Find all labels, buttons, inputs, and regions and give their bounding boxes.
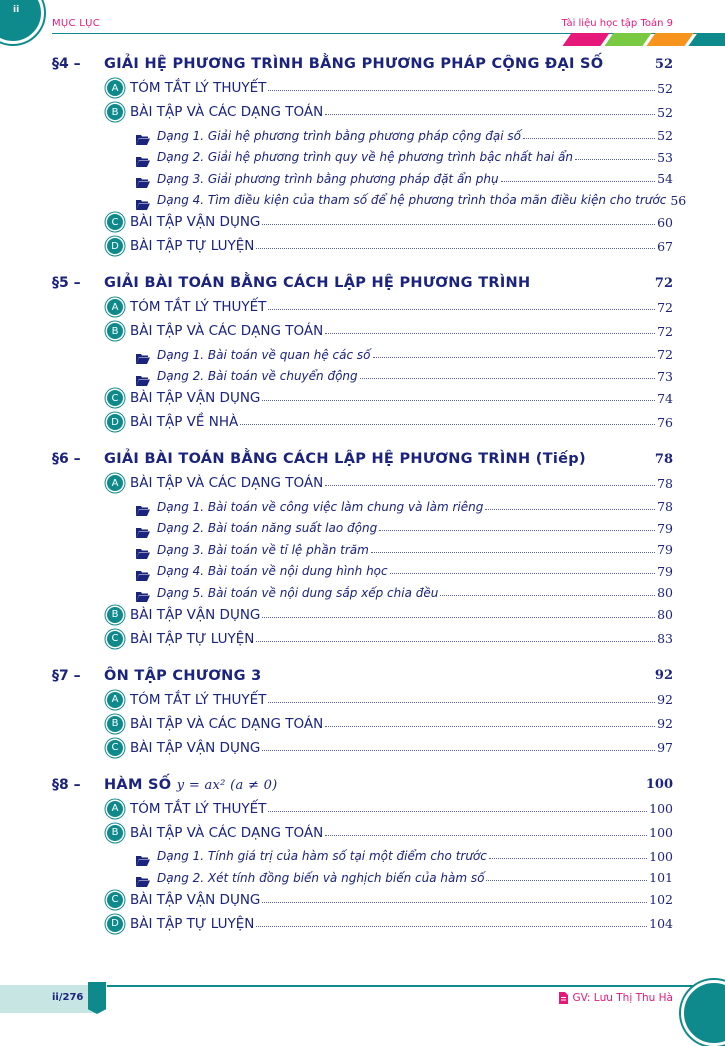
entry-letter-badge: C: [107, 740, 123, 756]
folder-open-icon: [136, 851, 150, 862]
footer-author-name: GV: Lưu Thị Thu Hà: [572, 992, 673, 1004]
section-number: §4 –: [52, 56, 81, 72]
entry-page-number: 78: [657, 475, 673, 491]
entry-letter-badge: A: [107, 475, 123, 491]
folder-open-icon: [136, 195, 150, 206]
entry-letter-badge: B: [107, 323, 123, 339]
entry-label: BÀI TẬP VẬN DỤNG: [130, 739, 261, 756]
entry-label: BÀI TẬP TỰ LUYỆN: [130, 630, 255, 647]
subentry-label: Dạng 1. Bài toán về quan hệ các số: [157, 347, 371, 362]
toc-entry[interactable]: [107, 388, 673, 408]
toc-entry[interactable]: [107, 714, 673, 734]
toc-subentry[interactable]: [136, 583, 673, 602]
dot-leader: [373, 347, 656, 358]
entry-label: BÀI TẬP VẬN DỤNG: [130, 606, 261, 623]
toc-subentry[interactable]: [136, 868, 673, 887]
entry-page-number: 102: [649, 892, 673, 907]
entry-page-number: 74: [657, 390, 673, 406]
subentry-page-number: 100: [649, 848, 673, 864]
toc-entry[interactable]: [107, 412, 673, 432]
entry-page-number: 67: [657, 238, 673, 254]
dot-leader: [325, 104, 655, 115]
subentry-page-number: 52: [657, 128, 673, 143]
toc-entry[interactable]: [107, 236, 673, 256]
dot-leader: [325, 716, 655, 727]
subentry-label: Dạng 2. Giải hệ phương trình quy về hệ phương trình bậc nhất hai ẩn: [157, 150, 574, 164]
entry-label: BÀI TẬP VẬN DỤNG: [130, 891, 261, 908]
toc-subentry[interactable]: [136, 847, 673, 866]
folder-open-icon: [136, 371, 150, 382]
entry-label: TÓM TẮT LÝ THUYẾT: [130, 80, 267, 96]
entry-label: BÀI TẬP VÀ CÁC DẠNG TOÁN: [130, 824, 324, 841]
corner-decoration: [681, 980, 725, 1046]
folder-open-icon: [136, 173, 150, 184]
toc-entry[interactable]: [107, 78, 673, 98]
dot-leader: [268, 692, 655, 703]
subentry-page-number: 79: [657, 542, 673, 557]
dot-leader: [486, 870, 647, 881]
folder-open-icon: [136, 349, 150, 360]
toc-entry[interactable]: [107, 473, 673, 493]
dot-leader: [360, 368, 655, 379]
dot-leader: [262, 892, 647, 903]
section-page-number: 92: [654, 668, 673, 683]
dot-leader: [523, 128, 655, 139]
dot-leader: [371, 542, 655, 553]
entry-letter-badge: C: [107, 892, 123, 908]
dot-leader: [485, 499, 655, 510]
toc-subentry[interactable]: [136, 169, 673, 188]
entry-page-number: 100: [649, 825, 673, 840]
toc-subentry[interactable]: [136, 367, 673, 386]
dot-leader: [325, 475, 655, 486]
dot-leader: [390, 563, 655, 574]
entry-page-number: 83: [657, 631, 673, 646]
footer-author: [558, 992, 673, 1004]
entry-label: TÓM TẮT LÝ THUYẾT: [130, 691, 267, 708]
subentry-label: Dạng 2. Bài toán về chuyển động: [157, 369, 358, 383]
subentry-label: Dạng 1. Bài toán về công việc làm chung và làm riêng: [157, 499, 484, 514]
entry-letter-badge: A: [107, 80, 123, 96]
entry-label: BÀI TẬP TỰ LUYỆN: [130, 915, 255, 932]
entry-letter-badge: C: [107, 631, 123, 647]
entry-letter-badge: C: [107, 390, 123, 406]
toc-entry[interactable]: [107, 605, 673, 625]
section-title-text: GIẢI HỆ PHƯƠNG TRÌNH BẰNG PHƯƠNG PHÁP CỘNG ĐẠI SỐ: [104, 56, 604, 72]
entry-page-number: 92: [657, 692, 673, 707]
header-stripe: [688, 33, 725, 46]
entry-page-number: 72: [657, 299, 673, 315]
section-number: §5 –: [52, 275, 81, 291]
subentry-page-number: 53: [657, 149, 673, 165]
subentry-label: Dạng 1. Tính giá trị của hàm số tại một điểm cho trước: [157, 849, 487, 863]
toc-entry[interactable]: [107, 690, 673, 710]
dot-leader: [501, 171, 656, 182]
header-stripe: [646, 33, 693, 46]
folder-open-icon: [136, 523, 150, 534]
section-page-number: 100: [645, 777, 673, 792]
subentry-label: Dạng 3. Giải phương trình bằng phương pháp đặt ẩn phụ: [157, 171, 499, 186]
toc-entry[interactable]: [107, 890, 673, 910]
entry-label: BÀI TẬP VỀ NHÀ: [130, 414, 239, 430]
toc-entry[interactable]: [107, 799, 673, 819]
header-stripe: [562, 33, 609, 46]
dot-leader: [262, 740, 655, 751]
entry-page-number: 80: [657, 607, 673, 622]
toc-entry[interactable]: [107, 102, 673, 122]
section-number: §7 –: [52, 667, 81, 684]
entry-letter-badge: D: [107, 238, 123, 254]
toc-subentry[interactable]: [136, 191, 687, 210]
dot-leader: [379, 520, 655, 531]
entry-label: BÀI TẬP VÀ CÁC DẠNG TOÁN: [130, 104, 324, 120]
entry-page-number: 97: [657, 740, 673, 755]
toc-entry[interactable]: [107, 321, 673, 341]
entry-label: TÓM TẮT LÝ THUYẾT: [130, 299, 267, 315]
header-stripes: [555, 33, 725, 46]
dot-leader: [262, 214, 655, 225]
entry-page-number: 52: [657, 104, 673, 120]
footer-rule: [107, 985, 695, 987]
dot-leader: [440, 585, 655, 596]
footer-flag: [88, 982, 106, 1014]
subentry-page-number: 79: [657, 520, 673, 536]
toc-subentry[interactable]: [136, 345, 673, 364]
section-title: [104, 451, 655, 467]
entry-letter-badge: B: [107, 716, 123, 732]
entry-page-number: 72: [657, 323, 673, 339]
folder-open-icon: [136, 872, 150, 883]
toc-section-heading[interactable]: [52, 53, 673, 75]
folder-open-icon: [136, 587, 150, 598]
subentry-label: Dạng 2. Xét tính đồng biến và nghịch biến của hàm số: [157, 870, 485, 885]
subentry-page-number: 73: [657, 368, 673, 384]
section-number: §8 –: [52, 776, 81, 793]
subentry-page-number: 56: [670, 192, 687, 208]
entry-page-number: 92: [657, 716, 673, 731]
dot-leader: [240, 414, 655, 425]
dot-leader: [575, 149, 655, 160]
entry-letter-badge: D: [107, 916, 123, 932]
dot-leader: [268, 80, 655, 91]
entry-label: BÀI TẬP VÀ CÁC DẠNG TOÁN: [130, 323, 324, 339]
toc-entry[interactable]: [107, 823, 673, 843]
entry-letter-badge: A: [107, 299, 123, 315]
entry-page-number: 104: [649, 916, 673, 931]
toc-section-heading[interactable]: [52, 665, 673, 687]
section-title-text: GIẢI BÀI TOÁN BẰNG CÁCH LẬP HỆ PHƯƠNG TRÌNH: [104, 275, 531, 291]
subentry-label: Dạng 3. Bài toán về tỉ lệ phần trăm: [157, 542, 369, 557]
document-icon: [558, 992, 569, 1004]
subentry-label: Dạng 4. Tìm điều kiện của tham số để hệ phương trình thỏa mãn điều kiện cho trước: [157, 193, 667, 207]
section-title-formula: y = ax² (a ≠ 0): [176, 777, 278, 793]
section-title-text: HÀM SỐ: [104, 776, 172, 793]
entry-label: TÓM TẮT LÝ THUYẾT: [130, 800, 267, 817]
footer-page-box: [0, 985, 100, 1013]
toc-subentry[interactable]: [136, 562, 673, 581]
toc-subentry[interactable]: [136, 519, 673, 538]
section-title: [104, 275, 655, 291]
toc-entry[interactable]: [107, 629, 673, 649]
dot-leader: [256, 238, 655, 249]
toc-entry[interactable]: [107, 914, 673, 934]
folder-open-icon: [136, 130, 150, 141]
subentry-page-number: 79: [657, 563, 673, 579]
entry-label: BÀI TẬP VẬN DỤNG: [130, 390, 261, 406]
header-stripe: [604, 33, 651, 46]
entry-letter-badge: A: [107, 692, 123, 708]
toc-entry[interactable]: [107, 297, 673, 317]
dot-leader: [256, 916, 647, 927]
entry-letter-badge: B: [107, 104, 123, 120]
dot-leader: [268, 801, 647, 812]
subentry-page-number: 54: [657, 171, 673, 186]
footer-page-number: ii/276: [52, 992, 84, 1003]
toc-subentry[interactable]: [136, 497, 673, 516]
folder-open-icon: [136, 566, 150, 577]
dot-leader: [268, 299, 655, 310]
section-page-number: 52: [654, 56, 673, 72]
section-page-number: 72: [654, 275, 673, 291]
entry-page-number: 60: [657, 214, 673, 230]
toc-section-heading[interactable]: [52, 272, 673, 294]
section-title-text: GIẢI BÀI TOÁN BẰNG CÁCH LẬP HỆ PHƯƠNG TRÌNH (Tiếp): [104, 451, 586, 467]
entry-letter-badge: D: [107, 414, 123, 430]
toc-subentry[interactable]: [136, 126, 673, 145]
dot-leader: [262, 390, 655, 401]
header-book-title: Tài liệu học tập Toán 9: [561, 18, 673, 29]
corner-label: ii: [13, 5, 20, 15]
entry-label: BÀI TẬP VÀ CÁC DẠNG TOÁN: [130, 715, 324, 732]
folder-open-icon: [136, 544, 150, 555]
subentry-label: Dạng 4. Bài toán về nội dung hình học: [157, 564, 388, 578]
dot-leader: [325, 825, 647, 836]
toc-subentry[interactable]: [136, 540, 673, 559]
entry-label: BÀI TẬP VẬN DỤNG: [130, 214, 261, 230]
entry-label: BÀI TẬP VÀ CÁC DẠNG TOÁN: [130, 475, 324, 491]
entry-letter-badge: C: [107, 214, 123, 230]
section-number: §6 –: [52, 451, 81, 467]
entry-page-number: 76: [657, 414, 673, 430]
dot-leader: [489, 848, 647, 859]
dot-leader: [262, 607, 655, 618]
subentry-label: Dạng 5. Bài toán về nội dung sắp xếp chia đều: [157, 585, 439, 600]
folder-open-icon: [136, 501, 150, 512]
corner-page-marker: [0, 0, 44, 44]
entry-letter-badge: B: [107, 607, 123, 623]
toc-section-heading[interactable]: [52, 448, 673, 470]
subentry-page-number: 78: [657, 499, 673, 514]
entry-page-number: 52: [657, 80, 673, 96]
subentry-page-number: 80: [657, 585, 673, 600]
entry-letter-badge: A: [107, 801, 123, 817]
dot-leader: [325, 323, 655, 334]
section-title: [104, 668, 655, 684]
section-page-number: 78: [654, 451, 673, 467]
toc-entry[interactable]: [107, 738, 673, 758]
toc-section-heading[interactable]: [52, 774, 673, 796]
toc-subentry[interactable]: [136, 148, 673, 167]
subentry-page-number: 72: [657, 347, 673, 362]
header-chapter: MỤC LỤC: [52, 18, 101, 29]
subentry-label: Dạng 1. Giải hệ phương trình bằng phương pháp cộng đại số: [157, 128, 521, 143]
subentry-label: Dạng 2. Bài toán năng suất lao động: [157, 521, 378, 535]
entry-letter-badge: B: [107, 825, 123, 841]
subentry-page-number: 101: [649, 870, 673, 885]
folder-open-icon: [136, 152, 150, 163]
entry-label: BÀI TẬP TỰ LUYỆN: [130, 238, 255, 254]
section-title-text: ÔN TẬP CHƯƠNG 3: [104, 667, 262, 684]
dot-leader: [256, 631, 655, 642]
section-title: [104, 777, 646, 793]
entry-page-number: 100: [649, 801, 673, 816]
section-title: [104, 56, 655, 72]
toc-entry[interactable]: [107, 212, 673, 232]
